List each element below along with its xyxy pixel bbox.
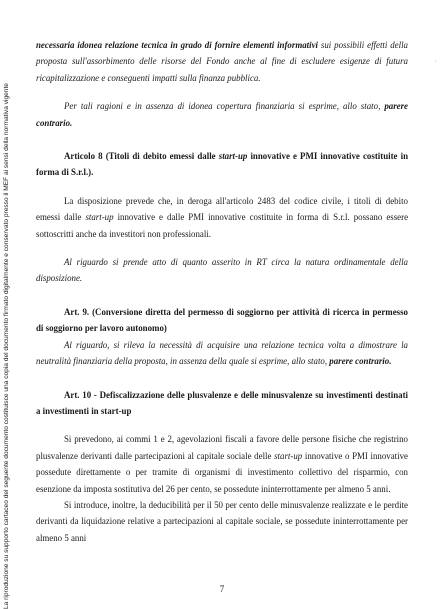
art8-heading-text: Articolo 8 (Titoli di debito emessi dalle bbox=[64, 151, 219, 162]
art10-heading: Art. 10 - Defiscalizzazione delle plusvalenze e delle minusvalenze su investimenti destinati a investimenti in start-up bbox=[36, 389, 408, 416]
intro-conclusion-verdict: parere contrario. bbox=[36, 101, 408, 128]
art9-paragraph bbox=[36, 337, 408, 370]
art8-heading-tail: innovative e PMI innovative costituite in forma di S.r.l.). bbox=[36, 151, 408, 178]
intro-paragraph bbox=[36, 37, 408, 86]
page-number: 7 bbox=[219, 584, 225, 594]
art10-p1-text: Si prevedono, ai commi 1 e 2, agevolazioni fiscali a favore delle persone fisiche che registrino plusvalenze derivanti dalle partecipazioni al capitale sociale delle bbox=[36, 434, 408, 461]
corner-mark: · bbox=[432, 60, 438, 62]
art10-paragraph-2: Si introduce, inoltre, la deducibilità per il 50 per cento delle minusvalenze realizzate e le perdite derivanti da liquidazione relative a partecipazioni al capitale sociale, se possedute ininterrottamente per almeno 5 anni bbox=[36, 499, 408, 543]
art8-p1-tail: innovative e dalle PMI innovative costituite in forma di S.r.l. possano essere sottoscritti anche da investitori non professionali. bbox=[36, 212, 409, 239]
art10-paragraph-1 bbox=[36, 431, 408, 497]
art8-p1-italic: start-up bbox=[85, 212, 114, 223]
art8-heading-italic: start-up bbox=[218, 151, 248, 162]
intro-conclusion bbox=[36, 98, 408, 131]
document-page bbox=[36, 37, 408, 546]
art8-paragraph-2: Al riguardo si prende atto di quanto asserito in RT circa la natura ordinamentale della disposizione. bbox=[36, 257, 408, 284]
art8-p1-text: La disposizione prevede che, in deroga all'articolo 2483 del codice civile, i titoli di debito emessi dalle bbox=[36, 195, 408, 223]
art9-p1-text: Al riguardo, si rileva la necessità di acquisire una relazione tecnica volta a dimostrare la neutralità finanziaria della proposta, in assenza della quale si esprime, allo stato, bbox=[36, 339, 408, 367]
art9-heading: Art. 9. (Conversione diretta del permesso di soggiorno per attività di ricerca in permesso di soggiorno per lavoro autonomo) bbox=[36, 306, 408, 334]
art8-heading bbox=[36, 148, 408, 181]
margin-note: La riproduzione su supporto cartaceo del seguente documento costituisce una copia del documento firmato digitalmente e conservato presso il MEF ai sensi della normativa vigente bbox=[3, 83, 10, 609]
art8-paragraph-1 bbox=[36, 193, 408, 242]
art9-verdict: parere contrario. bbox=[329, 356, 392, 367]
intro-bold-text: necessaria idonea relazione tecnica in grado di fornire elementi informativi bbox=[36, 40, 318, 50]
intro-conclusion-text: Per tali ragioni e in assenza di idonea copertura finanziaria si esprime, allo stato, bbox=[64, 101, 385, 112]
art10-p1-tail: innovative o PMI innovative possedute direttamente o per tramite di organismi di investimento collettivo del risparmio, con esenzione da imposta sostitutiva del 26 per cento, se possedute ininterrottamente per almeno 5 anni. bbox=[36, 450, 408, 494]
art10-p1-italic: start-up bbox=[274, 450, 303, 461]
intro-text: sui possibili effetti della proposta sull'assorbimento delle risorse del Fondo anche al fine di escludere esigenze di futura ricapitalizzazione e conseguenti impatti sulla finanza pubblica. bbox=[36, 40, 408, 83]
